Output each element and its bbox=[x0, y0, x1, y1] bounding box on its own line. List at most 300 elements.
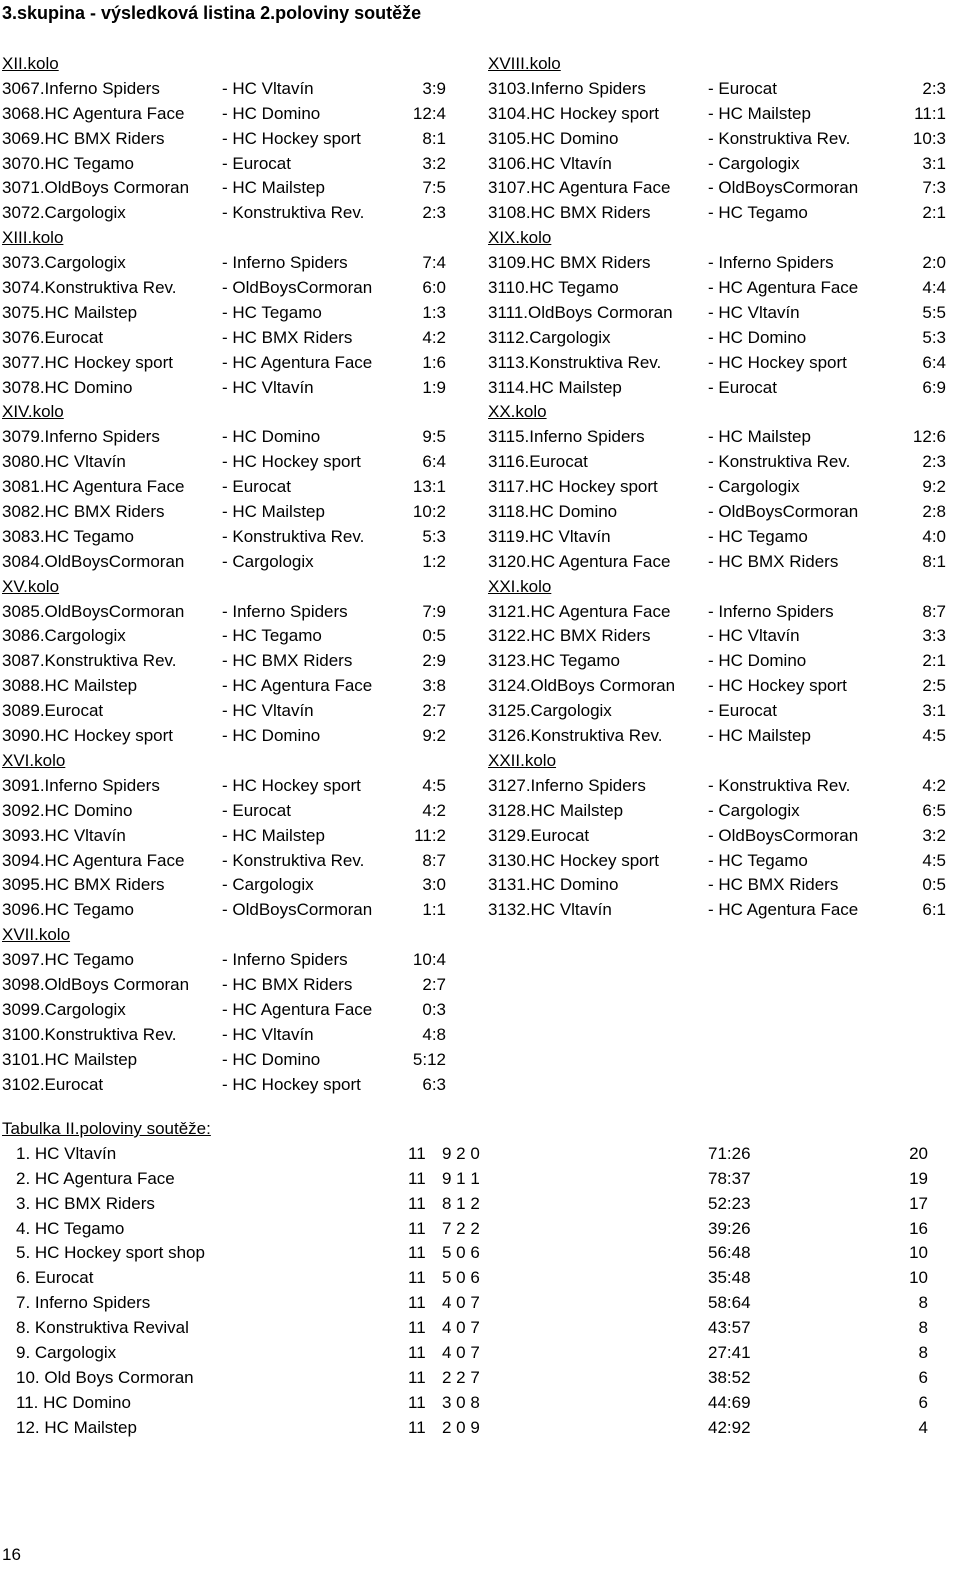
match-away-team: - HC Domino bbox=[222, 427, 321, 447]
standing-points: 20 bbox=[909, 1143, 928, 1163]
round-heading: XVIII.kolo bbox=[488, 54, 561, 73]
match-home-team: 3117.HC Hockey sport bbox=[488, 477, 658, 497]
match-score: 13:1 bbox=[412, 477, 446, 497]
match-away-team: - Eurocat bbox=[222, 800, 291, 820]
match-away-team: - Eurocat bbox=[708, 78, 777, 98]
match-home-team: 3086.Cargologix bbox=[2, 626, 126, 646]
match-row bbox=[2, 1048, 450, 1073]
match-home-team: 3118.HC Domino bbox=[488, 502, 618, 522]
match-score: 6:0 bbox=[422, 278, 446, 298]
match-away-team: - HC BMX Riders bbox=[222, 327, 353, 347]
match-row bbox=[488, 251, 950, 276]
match-score: 1:3 bbox=[422, 302, 446, 322]
match-score: 1:6 bbox=[422, 352, 446, 372]
match-home-team: 3077.HC Hockey sport bbox=[2, 352, 174, 372]
standing-points: 8 bbox=[918, 1293, 928, 1313]
match-row bbox=[2, 898, 450, 923]
match-away-team: - HC Tegamo bbox=[708, 850, 808, 870]
match-away-team: - HC Vltavín bbox=[708, 302, 800, 322]
round-heading: XX.kolo bbox=[488, 402, 547, 422]
match-row bbox=[488, 624, 950, 649]
match-away-team: - HC Tegamo bbox=[708, 203, 808, 223]
match-score: 4:5 bbox=[922, 726, 946, 746]
standing-points: 19 bbox=[909, 1168, 928, 1188]
match-away-team: - Eurocat bbox=[708, 377, 777, 397]
match-home-team: 3076.Eurocat bbox=[2, 327, 104, 347]
match-away-team: - HC Vltavín bbox=[222, 78, 314, 98]
match-score: 8:1 bbox=[422, 128, 446, 148]
match-away-team: - HC Domino bbox=[222, 726, 321, 746]
match-home-team: 3107.HC Agentura Face bbox=[488, 178, 671, 198]
standing-goals: 35:48 bbox=[708, 1268, 751, 1288]
match-home-team: 3089.Eurocat bbox=[2, 701, 104, 721]
match-away-team: - OldBoysCormoran bbox=[708, 502, 859, 522]
standing-goals: 44:69 bbox=[708, 1392, 751, 1412]
match-score: 2:8 bbox=[922, 502, 946, 522]
results-column-right bbox=[488, 52, 950, 923]
match-score: 6:5 bbox=[922, 800, 946, 820]
standing-goals: 52:23 bbox=[708, 1193, 751, 1213]
match-score: 6:4 bbox=[922, 352, 946, 372]
round-heading: XXI.kolo bbox=[488, 576, 552, 596]
standing-goals: 78:37 bbox=[708, 1168, 751, 1188]
match-away-team: - HC Vltavín bbox=[222, 701, 314, 721]
match-away-team: - HC Hockey sport bbox=[222, 775, 361, 795]
match-row bbox=[2, 600, 450, 625]
match-away-team: - HC BMX Riders bbox=[222, 651, 353, 671]
match-score: 3:2 bbox=[922, 825, 946, 845]
match-score: 2:3 bbox=[422, 203, 446, 223]
match-score: 7:3 bbox=[922, 178, 946, 198]
standing-win-draw-loss: 5 0 6 bbox=[442, 1243, 480, 1263]
standing-games-played: 11 bbox=[408, 1367, 426, 1387]
match-score: 8:1 bbox=[922, 551, 946, 571]
match-away-team: - HC BMX Riders bbox=[708, 875, 839, 895]
match-score: 1:1 bbox=[422, 900, 446, 920]
match-row bbox=[488, 450, 950, 475]
match-row bbox=[488, 326, 950, 351]
standings-row bbox=[2, 1266, 942, 1291]
standing-goals: 58:64 bbox=[708, 1293, 751, 1313]
match-home-team: 3105.HC Domino bbox=[488, 128, 619, 148]
match-score: 7:9 bbox=[422, 601, 446, 621]
standing-win-draw-loss: 8 1 2 bbox=[442, 1193, 480, 1213]
match-away-team: - HC BMX Riders bbox=[708, 551, 839, 571]
match-home-team: 3116.Eurocat bbox=[488, 452, 588, 472]
match-row bbox=[2, 301, 450, 326]
standing-points: 8 bbox=[918, 1343, 928, 1363]
match-row bbox=[488, 301, 950, 326]
standing-team: 12. HC Mailstep bbox=[16, 1417, 137, 1437]
match-row bbox=[488, 898, 950, 923]
standing-win-draw-loss: 9 1 1 bbox=[442, 1168, 480, 1188]
match-away-team: - Inferno Spiders bbox=[222, 950, 348, 970]
round-heading: XV.kolo bbox=[2, 576, 60, 596]
match-row bbox=[488, 525, 950, 550]
standings-row bbox=[2, 1366, 942, 1391]
match-home-team: 3071.OldBoys Cormoran bbox=[2, 178, 190, 198]
match-score: 12:6 bbox=[912, 427, 946, 447]
standing-team: 4. HC Tegamo bbox=[16, 1218, 125, 1238]
match-score: 3:1 bbox=[922, 153, 946, 173]
match-away-team: - Inferno Spiders bbox=[708, 601, 834, 621]
standings-title: Tabulka II.poloviny soutěže: bbox=[2, 1119, 211, 1138]
standing-team: 5. HC Hockey sport shop bbox=[16, 1243, 205, 1263]
match-row bbox=[2, 77, 450, 102]
match-score: 4:0 bbox=[922, 526, 946, 546]
match-row bbox=[2, 425, 450, 450]
match-away-team: - Konstruktiva Rev. bbox=[708, 128, 851, 148]
match-away-team: - Eurocat bbox=[708, 701, 777, 721]
match-score: 4:2 bbox=[922, 775, 946, 795]
match-row bbox=[2, 102, 450, 127]
match-home-team: 3130.HC Hockey sport bbox=[488, 850, 660, 870]
match-score: 12:4 bbox=[412, 103, 446, 123]
match-row bbox=[2, 525, 450, 550]
match-row bbox=[2, 799, 450, 824]
match-score: 9:2 bbox=[422, 726, 446, 746]
match-score: 2:0 bbox=[922, 253, 946, 273]
standing-games-played: 11 bbox=[408, 1143, 426, 1163]
standing-goals: 71:26 bbox=[708, 1143, 751, 1163]
match-home-team: 3108.HC BMX Riders bbox=[488, 203, 651, 223]
match-row bbox=[2, 152, 450, 177]
match-row bbox=[2, 500, 450, 525]
match-home-team: 3092.HC Domino bbox=[2, 800, 133, 820]
standings-row bbox=[2, 1142, 942, 1167]
match-row bbox=[2, 201, 450, 226]
match-row bbox=[488, 774, 950, 799]
match-home-team: 3093.HC Vltavín bbox=[2, 825, 126, 845]
match-row bbox=[2, 699, 450, 724]
match-score: 7:4 bbox=[422, 253, 446, 273]
match-score: 3:0 bbox=[422, 875, 446, 895]
match-row bbox=[488, 600, 950, 625]
match-home-team: 3124.OldBoys Cormoran bbox=[488, 676, 676, 696]
match-home-team: 3121.HC Agentura Face bbox=[488, 601, 671, 621]
match-home-team: 3098.OldBoys Cormoran bbox=[2, 974, 190, 994]
match-score: 6:4 bbox=[422, 452, 446, 472]
match-home-team: 3099.Cargologix bbox=[2, 999, 126, 1019]
standings-row bbox=[2, 1241, 942, 1266]
standing-team: 2. HC Agentura Face bbox=[16, 1168, 175, 1188]
match-away-team: - Eurocat bbox=[222, 153, 291, 173]
match-away-team: - HC Mailstep bbox=[708, 103, 811, 123]
match-home-team: 3069.HC BMX Riders bbox=[2, 128, 165, 148]
standing-goals: 42:92 bbox=[708, 1417, 751, 1437]
match-score: 3:2 bbox=[422, 153, 446, 173]
match-score: 2:7 bbox=[422, 974, 446, 994]
match-home-team: 3072.Cargologix bbox=[2, 203, 126, 223]
match-away-team: - HC Vltavín bbox=[222, 377, 314, 397]
match-row bbox=[2, 849, 450, 874]
standing-games-played: 11 bbox=[408, 1293, 426, 1313]
match-row bbox=[2, 326, 450, 351]
match-row bbox=[2, 450, 450, 475]
match-home-team: 3081.HC Agentura Face bbox=[2, 477, 185, 497]
match-row bbox=[488, 77, 950, 102]
match-away-team: - HC BMX Riders bbox=[222, 974, 353, 994]
match-home-team: 3112.Cargologix bbox=[488, 327, 611, 347]
standing-games-played: 11 bbox=[408, 1392, 426, 1412]
standing-team: 8. Konstruktiva Revival bbox=[16, 1318, 189, 1338]
standing-games-played: 11 bbox=[408, 1243, 426, 1263]
match-row bbox=[2, 550, 450, 575]
match-home-team: 3103.Inferno Spiders bbox=[488, 78, 646, 98]
match-away-team: - OldBoysCormoran bbox=[708, 825, 859, 845]
match-away-team: - HC Domino bbox=[222, 103, 321, 123]
round-heading: XXII.kolo bbox=[488, 750, 557, 770]
match-home-team: 3123.HC Tegamo bbox=[488, 651, 620, 671]
match-away-team: - HC Mailstep bbox=[222, 825, 325, 845]
standing-goals: 39:26 bbox=[708, 1218, 751, 1238]
round-heading: XIII.kolo bbox=[2, 228, 64, 248]
match-home-team: 3122.HC BMX Riders bbox=[488, 626, 651, 646]
standing-goals: 56:48 bbox=[708, 1243, 751, 1263]
match-score: 2:1 bbox=[922, 203, 946, 223]
page-number: 16 bbox=[2, 1545, 21, 1564]
standing-team: 9. Cargologix bbox=[16, 1343, 117, 1363]
standings-row bbox=[2, 1217, 942, 1242]
standing-team: 6. Eurocat bbox=[16, 1268, 94, 1288]
match-away-team: - HC Tegamo bbox=[222, 626, 322, 646]
match-away-team: - HC Agentura Face bbox=[222, 676, 373, 696]
match-row bbox=[2, 1023, 450, 1048]
match-away-team: - HC Domino bbox=[708, 327, 807, 347]
match-score: 10:2 bbox=[412, 502, 446, 522]
match-home-team: 3131.HC Domino bbox=[488, 875, 619, 895]
match-score: 4:2 bbox=[422, 327, 446, 347]
match-away-team: - HC Domino bbox=[222, 1049, 321, 1069]
match-row bbox=[2, 873, 450, 898]
match-home-team: 3094.HC Agentura Face bbox=[2, 850, 185, 870]
match-home-team: 3119.HC Vltavín bbox=[488, 526, 611, 546]
match-row bbox=[2, 973, 450, 998]
match-away-team: - Cargologix bbox=[222, 875, 314, 895]
match-score: 3:9 bbox=[422, 78, 446, 98]
match-home-team: 3106.HC Vltavín bbox=[488, 153, 612, 173]
match-home-team: 3068.HC Agentura Face bbox=[2, 103, 185, 123]
match-score: 3:1 bbox=[922, 701, 946, 721]
match-score: 11:1 bbox=[914, 103, 946, 123]
match-home-team: 3080.HC Vltavín bbox=[2, 452, 126, 472]
standing-win-draw-loss: 4 0 7 bbox=[442, 1343, 480, 1363]
standing-goals: 38:52 bbox=[708, 1367, 751, 1387]
standings-rows bbox=[2, 1142, 942, 1441]
match-score: 10:4 bbox=[412, 950, 446, 970]
match-score: 4:5 bbox=[922, 850, 946, 870]
match-row bbox=[488, 127, 950, 152]
standing-points: 10 bbox=[909, 1268, 928, 1288]
match-score: 2:5 bbox=[922, 676, 946, 696]
match-home-team: 3073.Cargologix bbox=[2, 253, 126, 273]
match-away-team: - Konstruktiva Rev. bbox=[222, 203, 365, 223]
standing-goals: 27:41 bbox=[708, 1343, 751, 1363]
match-row bbox=[488, 550, 950, 575]
match-home-team: 3097.HC Tegamo bbox=[2, 950, 134, 970]
match-score: 5:5 bbox=[922, 302, 946, 322]
match-away-team: - HC Vltavín bbox=[708, 626, 800, 646]
results-column-left bbox=[2, 52, 450, 1097]
standing-win-draw-loss: 2 0 9 bbox=[442, 1417, 480, 1437]
match-score: 8:7 bbox=[922, 601, 946, 621]
round-heading: XIX.kolo bbox=[488, 228, 552, 248]
match-score: 2:1 bbox=[922, 651, 946, 671]
match-home-team: 3125.Cargologix bbox=[488, 701, 612, 721]
match-away-team: - HC Mailstep bbox=[708, 726, 811, 746]
match-score: 8:7 bbox=[422, 850, 446, 870]
round-heading: XIV.kolo bbox=[2, 402, 64, 422]
standing-games-played: 11 bbox=[408, 1193, 426, 1213]
standing-win-draw-loss: 7 2 2 bbox=[442, 1218, 480, 1238]
match-home-team: 3074.Konstruktiva Rev. bbox=[2, 278, 177, 298]
match-score: 1:9 bbox=[422, 377, 446, 397]
match-row bbox=[488, 500, 950, 525]
match-away-team: - HC Mailstep bbox=[708, 427, 811, 447]
match-away-team: - HC Mailstep bbox=[222, 502, 325, 522]
match-away-team: - HC Agentura Face bbox=[222, 352, 373, 372]
match-score: 1:2 bbox=[422, 551, 446, 571]
match-score: 4:2 bbox=[422, 800, 446, 820]
match-score: 4:4 bbox=[922, 278, 946, 298]
match-home-team: 3102.Eurocat bbox=[2, 1074, 104, 1094]
standing-team: 3. HC BMX Riders bbox=[16, 1193, 155, 1213]
standing-win-draw-loss: 9 2 0 bbox=[442, 1143, 480, 1163]
match-home-team: 3082.HC BMX Riders bbox=[2, 502, 165, 522]
match-away-team: - HC Agentura Face bbox=[708, 278, 859, 298]
match-row bbox=[488, 649, 950, 674]
match-row bbox=[488, 152, 950, 177]
match-row bbox=[488, 873, 950, 898]
standing-points: 10 bbox=[909, 1243, 928, 1263]
match-away-team: - Konstruktiva Rev. bbox=[222, 526, 365, 546]
match-home-team: 3113.Konstruktiva Rev. bbox=[488, 352, 662, 372]
match-score: 4:8 bbox=[422, 1024, 446, 1044]
standing-points: 6 bbox=[918, 1367, 928, 1387]
standing-games-played: 11 bbox=[408, 1343, 426, 1363]
match-row bbox=[2, 251, 450, 276]
match-home-team: 3111.OldBoys Cormoran bbox=[488, 302, 673, 322]
match-home-team: 3114.HC Mailstep bbox=[488, 377, 622, 397]
match-home-team: 3079.Inferno Spiders bbox=[2, 427, 160, 447]
match-home-team: 3128.HC Mailstep bbox=[488, 800, 624, 820]
match-away-team: - HC Domino bbox=[708, 651, 807, 671]
match-row bbox=[2, 724, 450, 749]
standing-points: 6 bbox=[918, 1392, 928, 1412]
match-home-team: 3090.HC Hockey sport bbox=[2, 726, 174, 746]
match-home-team: 3083.HC Tegamo bbox=[2, 526, 134, 546]
match-home-team: 3109.HC BMX Riders bbox=[488, 253, 651, 273]
match-row bbox=[488, 849, 950, 874]
standing-win-draw-loss: 2 2 7 bbox=[442, 1367, 480, 1387]
match-row bbox=[2, 998, 450, 1023]
match-away-team: - OldBoysCormoran bbox=[222, 278, 373, 298]
match-row bbox=[2, 774, 450, 799]
match-score: 3:8 bbox=[422, 676, 446, 696]
match-row bbox=[488, 724, 950, 749]
match-home-team: 3087.Konstruktiva Rev. bbox=[2, 651, 177, 671]
match-row bbox=[488, 376, 950, 401]
match-row bbox=[2, 127, 450, 152]
match-score: 9:2 bbox=[922, 477, 946, 497]
standings-row bbox=[2, 1391, 942, 1416]
match-row bbox=[2, 351, 450, 376]
match-away-team: - HC Vltavín bbox=[222, 1024, 314, 1044]
match-row bbox=[2, 376, 450, 401]
match-row bbox=[2, 624, 450, 649]
match-row bbox=[488, 176, 950, 201]
match-row bbox=[488, 799, 950, 824]
standing-games-played: 11 bbox=[408, 1268, 426, 1288]
match-score: 6:1 bbox=[922, 900, 946, 920]
match-away-team: - HC Agentura Face bbox=[222, 999, 373, 1019]
standing-points: 16 bbox=[909, 1218, 928, 1238]
match-home-team: 3084.OldBoysCormoran bbox=[2, 551, 185, 571]
standing-points: 17 bbox=[909, 1193, 928, 1213]
match-home-team: 3091.Inferno Spiders bbox=[2, 775, 160, 795]
standing-win-draw-loss: 5 0 6 bbox=[442, 1268, 480, 1288]
match-away-team: - Inferno Spiders bbox=[222, 253, 348, 273]
match-row bbox=[488, 276, 950, 301]
standing-games-played: 11 bbox=[408, 1218, 426, 1238]
match-home-team: 3129.Eurocat bbox=[488, 825, 590, 845]
match-away-team: - Inferno Spiders bbox=[708, 253, 834, 273]
match-score: 2:3 bbox=[922, 452, 946, 472]
match-score: 5:3 bbox=[422, 526, 446, 546]
match-away-team: - OldBoysCormoran bbox=[222, 900, 373, 920]
match-away-team: - HC Tegamo bbox=[708, 526, 808, 546]
round-heading: XVI.kolo bbox=[2, 750, 66, 770]
standing-games-played: 11 bbox=[408, 1168, 426, 1188]
standing-games-played: 11 bbox=[408, 1318, 426, 1338]
match-away-team: - Konstruktiva Rev. bbox=[708, 452, 851, 472]
match-row bbox=[488, 102, 950, 127]
match-row bbox=[2, 674, 450, 699]
match-home-team: 3085.OldBoysCormoran bbox=[2, 601, 185, 621]
match-score: 10:3 bbox=[912, 128, 946, 148]
match-home-team: 3070.HC Tegamo bbox=[2, 153, 134, 173]
standings-row bbox=[2, 1341, 942, 1366]
match-away-team: - Inferno Spiders bbox=[222, 601, 348, 621]
match-score: 3:3 bbox=[922, 626, 946, 646]
match-away-team: - Cargologix bbox=[708, 477, 800, 497]
match-away-team: - HC Hockey sport bbox=[708, 676, 847, 696]
match-home-team: 3095.HC BMX Riders bbox=[2, 875, 165, 895]
match-home-team: 3126.Konstruktiva Rev. bbox=[488, 726, 663, 746]
match-row bbox=[488, 351, 950, 376]
match-row bbox=[488, 425, 950, 450]
match-away-team: - Cargologix bbox=[708, 800, 800, 820]
match-away-team: - HC Hockey sport bbox=[222, 452, 361, 472]
standing-win-draw-loss: 4 0 7 bbox=[442, 1318, 480, 1338]
standing-games-played: 11 bbox=[408, 1417, 426, 1437]
match-away-team: - Konstruktiva Rev. bbox=[708, 775, 851, 795]
match-away-team: - HC Hockey sport bbox=[708, 352, 847, 372]
match-row bbox=[488, 475, 950, 500]
round-heading: XII.kolo bbox=[2, 54, 59, 73]
standing-team: 11. HC Domino bbox=[16, 1392, 131, 1412]
page-title: 3.skupina - výsledková listina 2.poloviny soutěže bbox=[2, 3, 422, 23]
match-home-team: 3132.HC Vltavín bbox=[488, 900, 612, 920]
match-away-team: - HC Agentura Face bbox=[708, 900, 859, 920]
match-away-team: - Cargologix bbox=[708, 153, 800, 173]
match-score: 11:2 bbox=[414, 825, 446, 845]
match-score: 5:12 bbox=[412, 1049, 446, 1069]
standing-goals: 43:57 bbox=[708, 1318, 751, 1338]
standings-row bbox=[2, 1316, 942, 1341]
match-home-team: 3120.HC Agentura Face bbox=[488, 551, 671, 571]
match-score: 2:9 bbox=[422, 651, 446, 671]
